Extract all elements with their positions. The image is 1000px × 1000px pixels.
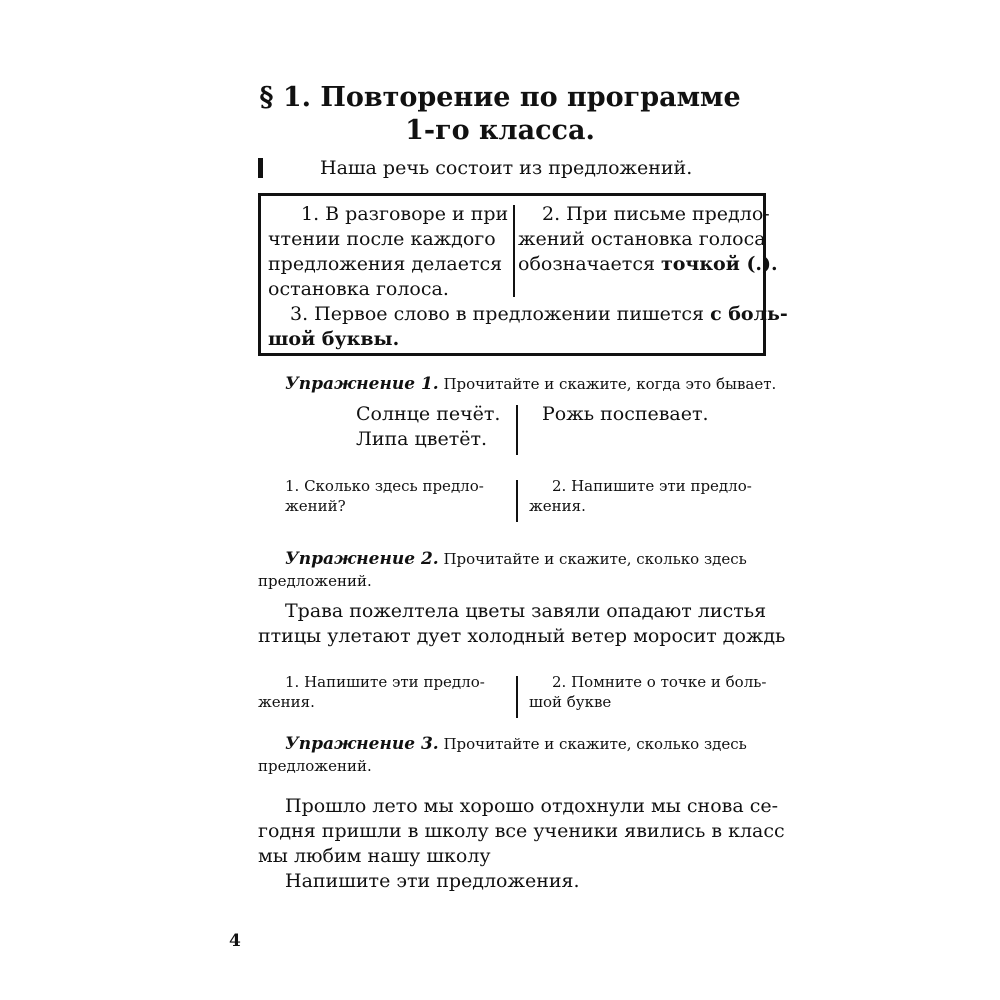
exercise1-heading: Упражнение 1. Прочитайте и скажите, когда это бывает. xyxy=(285,374,777,394)
bold-term-period: точкой (.). xyxy=(660,253,778,275)
exercise1-task-divider xyxy=(516,480,518,522)
exercise3-heading-cont: предложений. xyxy=(258,757,372,775)
exercise2-task-divider xyxy=(516,676,518,718)
exercise3-text: мы любим нашу школу xyxy=(258,845,491,867)
section-title-line2: 1-го класса. xyxy=(405,115,595,146)
exercise1-task2: 2. Напишите эти предло- xyxy=(552,477,752,495)
intro-text: Наша речь состоит из предложений. xyxy=(320,157,693,179)
rule1-line: 1. В разговоре и при xyxy=(301,203,509,225)
exercise2-task1: жения. xyxy=(258,693,315,711)
exercise2-task2: 2. Помните о точке и боль- xyxy=(552,673,767,691)
rule1-line: предложения делается xyxy=(268,253,503,275)
exercise1-task2: жения. xyxy=(529,497,586,515)
exercise3-label: Упражнение 3. xyxy=(285,734,439,754)
section-title-line1: § 1. Повторение по программе xyxy=(259,82,741,113)
exercise2-task2: шой букве xyxy=(529,693,612,711)
exercise2-heading-cont: предложений. xyxy=(258,572,372,590)
exercise1-task1: 1. Сколько здесь предло- xyxy=(285,477,484,495)
exercise2-text: птицы улетают дует холодный ветер моросит дождь xyxy=(258,625,786,647)
exercise3-text: Прошло лето мы хорошо отдохнули мы снова се- xyxy=(285,795,778,817)
rule1-line: чтении после каждого xyxy=(268,228,496,250)
rule3-line: шой буквы. xyxy=(268,328,400,350)
exercise1-sentence: Солнце печёт. xyxy=(356,403,501,425)
exercise2-heading: Упражнение 2. Прочитайте и скажите, сколько здесь xyxy=(285,549,747,569)
rule2-line-last: обозначается точкой (.). xyxy=(518,253,778,275)
exercise2-text: Трава пожелтела цветы завяли опадают листья xyxy=(285,600,767,622)
rule-box-divider xyxy=(513,205,515,297)
exercise1-divider xyxy=(516,405,518,455)
exercise2-task1: 1. Напишите эти предло- xyxy=(285,673,485,691)
bold-term-capital: с боль- xyxy=(710,303,788,325)
page-number: 4 xyxy=(229,931,241,951)
exercise1-task1: жений? xyxy=(285,497,346,515)
exercise1-sentence: Липа цветёт. xyxy=(356,428,488,450)
rule2-line: 2. При письме предло- xyxy=(542,203,770,225)
margin-marker xyxy=(258,158,263,178)
exercise1-sentence: Рожь поспевает. xyxy=(542,403,709,425)
exercise2-label: Упражнение 2. xyxy=(285,549,439,569)
rule3-line: 3. Первое слово в предложении пишется с боль- xyxy=(290,303,788,325)
rule1-line: остановка голоса. xyxy=(268,278,449,300)
exercise1-label: Упражнение 1. xyxy=(285,374,439,394)
exercise3-text: годня пришли в школу все ученики явились в класс xyxy=(258,820,785,842)
exercise3-heading: Упражнение 3. Прочитайте и скажите, сколько здесь xyxy=(285,734,747,754)
rule2-line: жений остановка голоса xyxy=(518,228,766,250)
exercise3-final: Напишите эти предложения. xyxy=(285,870,580,892)
